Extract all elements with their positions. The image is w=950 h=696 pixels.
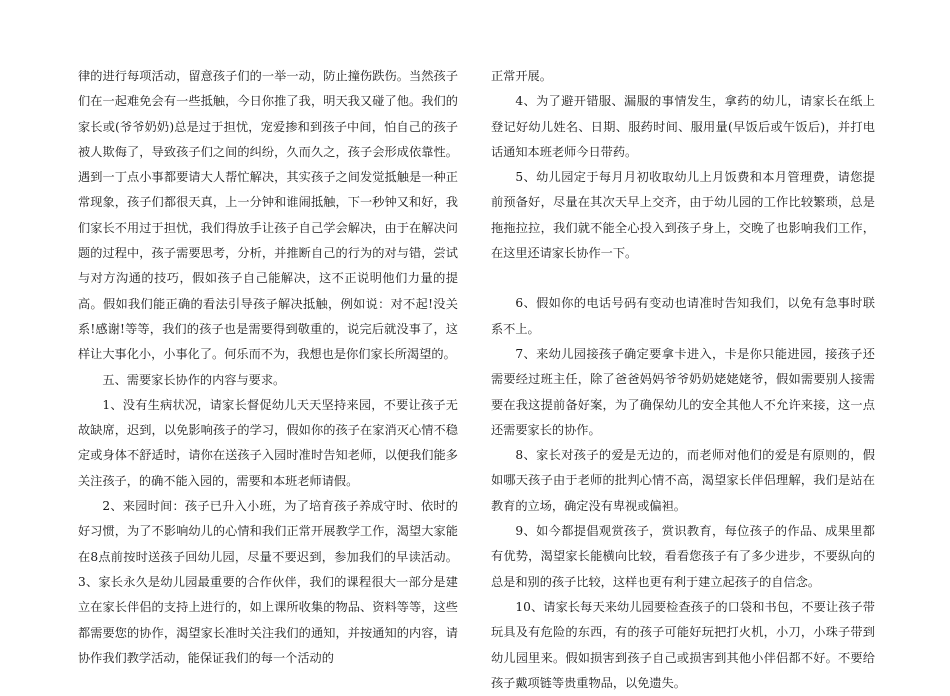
right-column: [491, 64, 875, 696]
paragraph-continuation: 正常开展。: [491, 69, 552, 83]
paragraph-item-9: 9、如今都提倡观赏孩子，赏识教育，每位孩子的作品、成果里都有优势，渴望家长能横向比较，看看您孩子有了多少进步，不要纵向的总是和别的孩子比较，这样也更有利于建立起孩子的自信念。: [491, 524, 875, 589]
paragraph-item-10: 10、请家长每天来幼儿园要检查孩子的口袋和书包，不要让孩子带玩具及有危险的东西，有的孩子可能好玩把打火机，小刀，小珠子带到幼儿园里来。假如损害到孩子自己或损害到其他小伴侣都不好。不要给孩子戴项链等贵重物品，以免遗失。: [491, 599, 875, 690]
paragraph-item-6: 6、假如你的电话号码有变动也请准时告知我们，以免有急事时联系不上。: [491, 296, 875, 336]
paragraph-item-2-3: 2、来园时间：孩子已升入小班，为了培育孩子养成守时、依时的好习惯，为了不影响幼儿的心情和我们正常开展教学工作，渴望大家能在8点前按时送孩子回幼儿园，尽量不要迟到，参加我们的早读活动。3、家长永久是幼儿园最重要的合作伙伴，我们的课程很大一部分是建立在家长伴侣的支持上进行的，如上课所收集的物品、资料等等，这些都需要您的协作，渴望家长准时关注我们的通知，并按通知的内容，请协作我们教学活动，能保证我们的每一个活动的: [78, 499, 458, 665]
section-heading: 五、需要家长协作的内容与要求。: [102, 372, 286, 387]
left-column: [78, 64, 458, 671]
paragraph-item-8: 8、家长对孩子的爱是无边的，而老师对他们的爱是有原则的，假如哪天孩子由于老师的批判心情不高，渴望家长伴侣理解，我们是站在教育的立场，确定没有卑视或偏袒。: [491, 448, 875, 513]
paragraph-item-4: 4、为了避开错服、漏服的事情发生，拿药的幼儿，请家长在纸上登记好幼儿姓名、日期、服药时间、服用量(早饭后或午饭后)，并打电话通知本班老师今日带药。: [491, 94, 875, 159]
paragraph-item-5: 5、幼儿园定于每月月初收取幼儿上月饭费和本月管理费，请您提前预备好，尽量在其次天早上交齐，由于幼儿园的工作比较繁琐，总是拖拖拉拉，我们就不能全心投入到孩子身上，交晚了也影响我们工作，在这里还请家长协作一下。: [491, 170, 875, 261]
paragraph-continuation: 律的进行每项活动，留意孩子们的一举一动，防止撞伤跌伤。当然孩子们在一起难免会有一些抵触，今日你推了我，明天我又碰了他。我们的家长或(爷爷奶奶)总是过于担忧，宠爱掺和到孩子中间，怕自己的孩子被人欺侮了，导致孩子们之间的纠纷，久而久之，孩子会形成依靠性。遇到一丁点小事都要请大人帮忙解决，其实孩子之间发觉抵触是一种正常现象，孩子们都很天真，上一分钟和谁闹抵触，下一秒钟又和好，我们家长不用过于担忧，我们得放手让孩子自己学会解决，由于在解决问题的过程中，孩子需要思考，分析，并推断自己的行为的对与错，尝试与对方沟通的技巧，假如孩子自己能解决，这不正说明他们力量的提高。假如我们能正确的看法引导孩子解决抵触，例如说：对不起!没关系!感谢!等等，我们的孩子也是需要得到敬重的，说完后就没事了，这样让大事化小，小事化了。何乐而不为，我想也是你们家长所渴望的。: [78, 69, 458, 362]
paragraph-item-7: 7、来幼儿园接孩子确定要拿卡进入，卡是你只能进园，接孩子还需要经过班主任，除了爸爸妈妈爷爷奶奶姥姥姥爷，假如需要别人接需要在我这提前备好案，为了确保幼儿的安全其他人不允许来接，这一点还需要家长的协作。: [491, 346, 875, 437]
paragraph-item-1: 1、没有生病状况，请家长督促幼儿天天坚持来园，不要让孩子无故缺席，迟到，以免影响孩子的学习，假如你的孩子在家消灭心情不稳定或身体不舒适时，请你在送孩子入园时准时告知老师，以便我们能多关注孩子，的确不能入园的，需要和本班老师请假。: [78, 397, 458, 488]
